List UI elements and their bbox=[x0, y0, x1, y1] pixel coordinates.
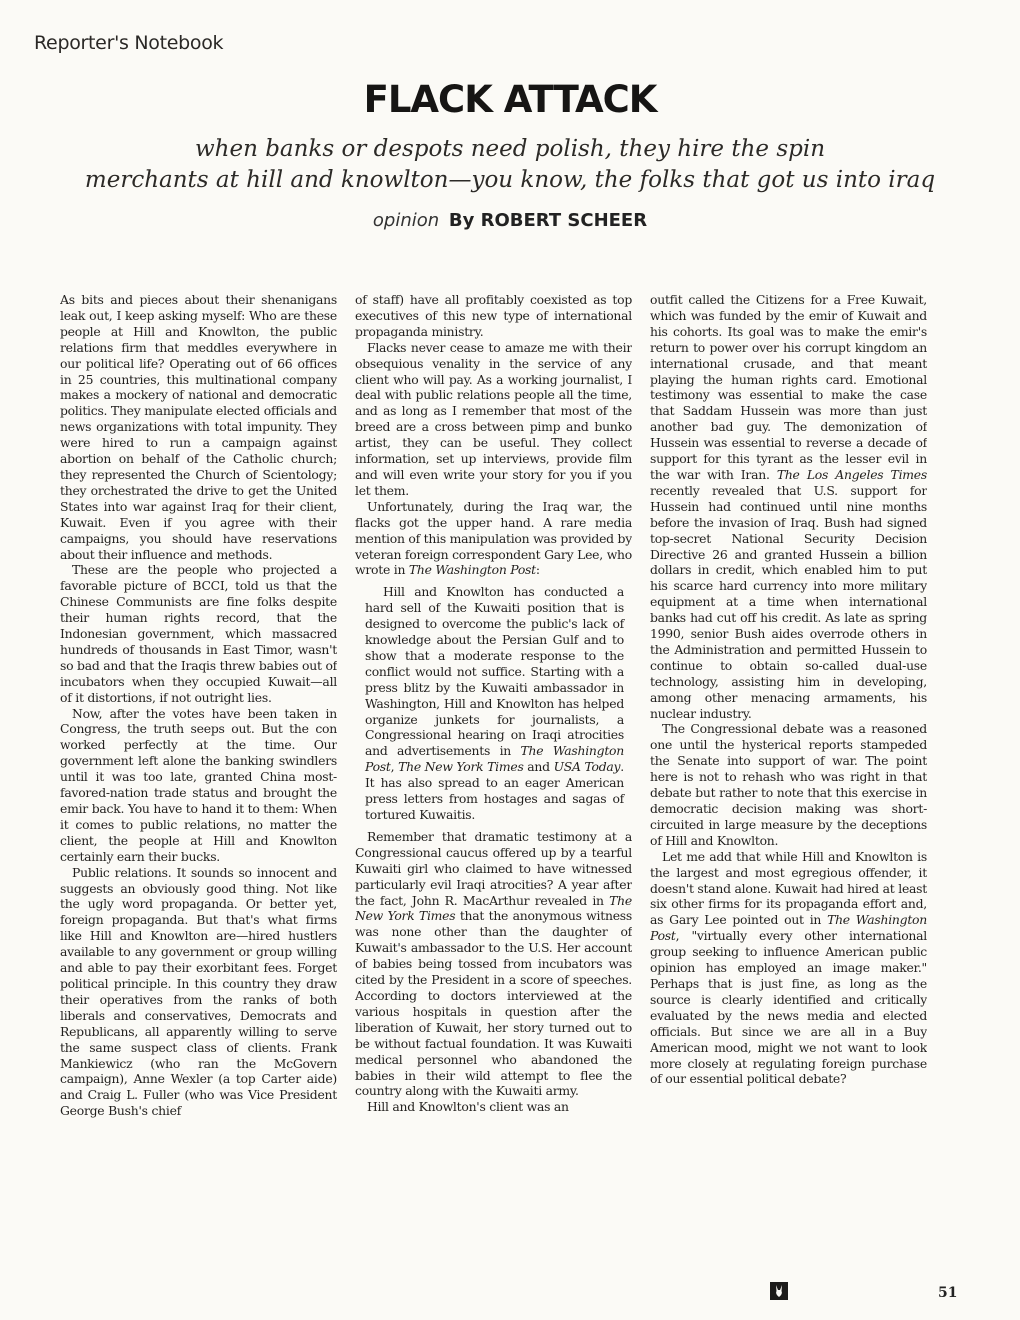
byline-kicker: opinion bbox=[372, 210, 440, 231]
page-number: 51 bbox=[938, 1285, 958, 1301]
paragraph: Public relations. It sounds so innocent and suggests an obviously good thing. Not like the ugly word propaganda. Or better yet, foreign propaganda. But that's what firms like Hill and Knowlton are—hired hustlers available to any government or group willing and able to pay their exorbitant fees. Forget political principle. In this country they draw their operatives from the ranks of both liberals and conservatives, Democrats and Republicans, all apparently willing to serve the same suspect class of clients. Frank Mankiewicz (who ran the McGovern campaign), Anne Wexler (a top Carter aide) and Craig L. Fuller (who was Vice President George Bush's chief bbox=[60, 864, 337, 1119]
publication-title: The New York Times bbox=[355, 892, 632, 924]
dek bbox=[60, 134, 960, 196]
block-quote bbox=[355, 584, 632, 823]
paragraph bbox=[355, 829, 632, 1099]
byline bbox=[0, 210, 1020, 231]
column-2 bbox=[355, 292, 632, 1274]
text-run: , "virtually every other international group seeking to influence American public opinion has employed an image maker." Perhaps that is just fine, as long as the source is clearly identified and critically evaluated by the news media and elected officials. But since we are all in a Buy American mood, might we not want to look more closely at regulating foreign purchase of our essential political debate? bbox=[650, 928, 927, 1087]
dek-line-1: when banks or despots need polish, they hire the spin bbox=[194, 136, 826, 162]
paragraph: Now, after the votes have been taken in Congress, the truth seeps out. But the con worked perfectly at the time. Our government left alone the banking swindlers until it was too late, granted China most-favored-nation trade status and brought the emir back. You have to hand it to them: When it comes to public relations, no matter the client, the people at Hill and Knowlton certainly earn their bucks. bbox=[60, 705, 337, 864]
text-run: that the anonymous witness was none other than the daughter of Kuwait's ambassador to the U.S. Her account of babies being tossed from incubators was cited by the President in a score of speeches. According to doctors interviewed at the various hospitals in question after the liberation of Kuwait, her story turned out to be without factual foundation. It was Kuwaiti medical personnel who abandoned the babies in their wild attempt to flee the country along with the Kuwaiti army. bbox=[355, 908, 632, 1099]
text-run: . It has also spread to an eager American press letters from hostages and sagas of tortured Kuwaitis. bbox=[365, 759, 624, 822]
paragraph: As bits and pieces about their shenanigans leak out, I keep asking myself: Who are these people at Hill and Knowlton, the public relations firm that meddles everywhere in our political life? Operating out of 66 offices in 25 countries, this multinational company makes a mockery of national and democratic politics. They manipulate elected officials and news organizations with total impunity. They were hired to run a campaign against abortion on behalf of the Catholic church; they represented the Church of Scientology; they orchestrated the drive to get the United States into war against Iraq for their client, Kuwait. Even if you agree with their campaigns, you should have reservations about their influence and methods. bbox=[60, 292, 337, 562]
paragraph: The Congressional debate was a reasoned one until the hysterical reports stampeded the Senate into support of war. The point here is not to rehash who was right in that debate but rather to note that this exercise in democratic decision making was short-circuited in large measure by the deceptions of Hill and Knowlton. bbox=[650, 721, 927, 848]
text-run: Unfortunately, during the Iraq war, the flacks got the upper hand. A rare media mention of this manipulation was provided by veteran foreign correspondent Gary Lee, who wrote in bbox=[355, 498, 632, 578]
rabbit-head-icon bbox=[770, 1282, 788, 1300]
byline-author: By ROBERT SCHEER bbox=[448, 210, 648, 231]
text-run: Let me add that while Hill and Knowlton is the largest and most egregious offender, it doesn't stand alone. Kuwait had hired at least six other firms for its propaganda effort and, as Gary Lee pointed out in bbox=[650, 848, 927, 928]
text-run: Hill and Knowlton has conducted a hard sell of the Kuwaiti position that is designed to overcome the public's lack of knowledge about the Persian Gulf and to show that a moderate response to the conflict would not suffice. Starting with a press blitz by the Kuwaiti ambassador in Washington, Hill and Knowlton has helped organize junkets for journalists, a Congressional hearing on Iraqi atrocities and advertisements in bbox=[365, 584, 624, 759]
publication-title: USA Today bbox=[553, 759, 621, 775]
quote-paragraph bbox=[365, 584, 624, 823]
text-run: Remember that dramatic testimony at a Congressional caucus offered up by a tearful Kuwaiti girl who claimed to have witnessed particularly evil Iraqi atrocities? A year after the fact, John R. MacArthur revealed in bbox=[355, 828, 632, 908]
paragraph: Hill and Knowlton's client was an bbox=[367, 1099, 569, 1115]
text-run: recently revealed that U.S. support for Hussein had continued until nine months before the invasion of Iraq. Bush had signed top-secret National Security Decision Directive 26 and granted Hussein a billion dollars in credit, which enabled him to put his scarce hard currency into more military equipment at a time when international banks had cut off his credit. As late as spring 1990, senior Bush aides overrode others in the Administration and permitted Hussein to continue to obtain so-called dual-use technology, assisting him in developing, among other menacing armaments, his nuclear industry. bbox=[650, 482, 927, 721]
publication-title: The Washington Post bbox=[408, 562, 536, 578]
paragraph bbox=[650, 292, 927, 721]
article-body bbox=[60, 292, 926, 1274]
publication-title: The Washington Post bbox=[650, 912, 927, 944]
text-run: , bbox=[390, 759, 399, 775]
text-run: : bbox=[535, 562, 540, 578]
paragraph: of staff) have all profitably coexisted as top executives of this new type of international propaganda ministry. bbox=[355, 292, 632, 339]
text-run: and bbox=[523, 759, 554, 775]
publication-title: The Los Angeles Times bbox=[776, 466, 927, 482]
paragraph bbox=[650, 849, 927, 1088]
publication-title: The New York Times bbox=[398, 759, 524, 775]
paragraph: These are the people who projected a favorable picture of BCCI, told us that the Chinese Communists are fine folks despite their human rights record, that the Indonesian government, which massacred hundreds of thousands in East Timor, wasn't so bad and that the Iraqis threw babies out of incubators when they occupied Kuwait—all of it distortions, if not outright lies. bbox=[60, 562, 337, 705]
headline: FLACK ATTACK bbox=[363, 78, 657, 121]
dek-line-2: merchants at hill and knowlton—you know, the folks that got us into iraq bbox=[84, 167, 936, 193]
paragraph: Flacks never cease to amaze me with their obsequious venality in the service of any client who will pay. As a working journalist, I deal with public relations people all the time, and as long as I remember that most of the breed are a cross between pimp and bunko artist, they can be useful. They collect information, set up interviews, provide film and will even write your story for you if you let them. bbox=[355, 339, 632, 498]
column-3 bbox=[650, 292, 927, 1274]
text-run: outfit called the Citizens for a Free Kuwait, which was funded by the emir of Kuwait and his cohorts. Its goal was to make the emir's return to power over his corrupt kingdom an international crusade, and that meant playing the human rights card. Emotional testimony was essential to make the case that Saddam Hussein was more than just another bad guy. The demonization of Hussein was essential to reverse a decade of support for this tyrant as the lesser evil in the war with Iran. bbox=[650, 292, 927, 482]
section-label: Reporter's Notebook bbox=[34, 32, 224, 54]
paragraph bbox=[355, 499, 632, 579]
column-1 bbox=[60, 292, 337, 1274]
publication-title: The Washington Post bbox=[365, 743, 624, 775]
